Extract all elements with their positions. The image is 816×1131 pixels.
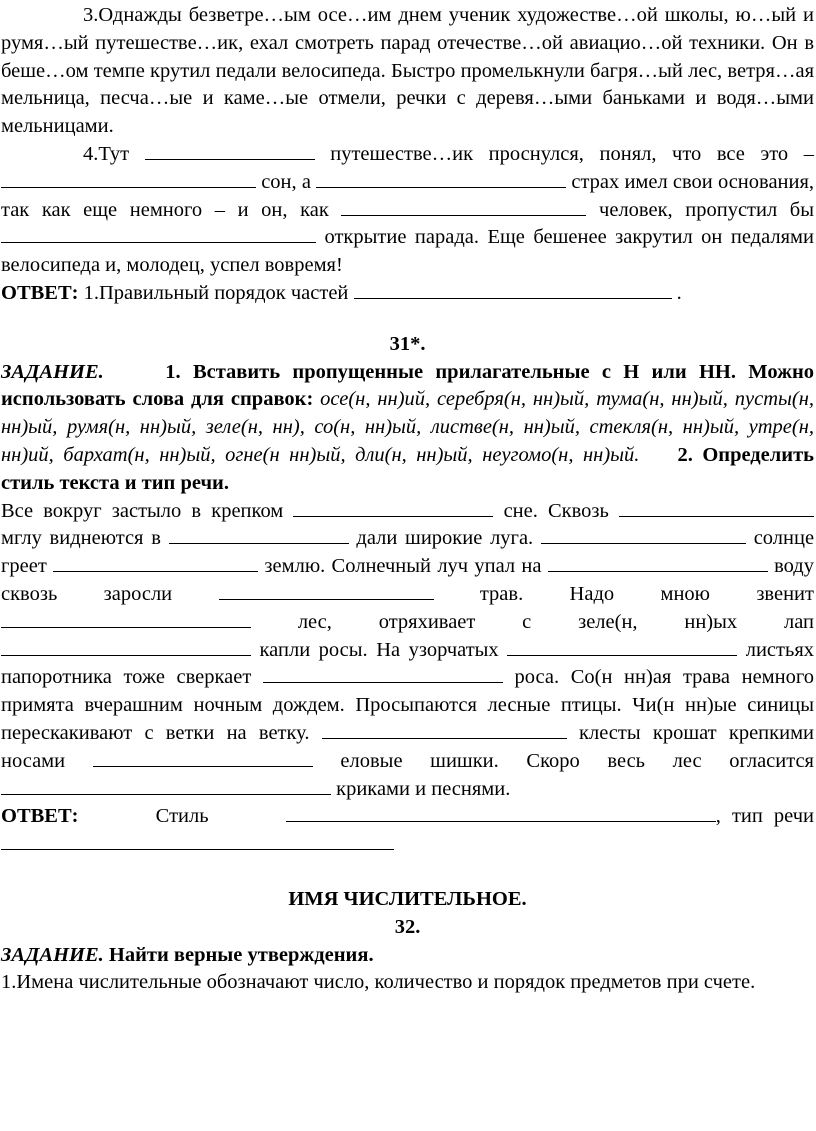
answer-blank[interactable] bbox=[341, 197, 586, 216]
task-32-instructions bbox=[1, 942, 814, 970]
answer-2-line bbox=[1, 803, 814, 859]
section-4-text-3: сон, а bbox=[261, 170, 311, 193]
text-31-part: дали широкие луга. bbox=[356, 527, 534, 550]
text-31-part: трав. Надо мною звенит bbox=[479, 582, 814, 605]
text-31-part: лес, отряхивает с зеле(н, нн)ых лап bbox=[297, 610, 815, 633]
text-31-part: роса. Со(н нн)ая трава немного примята вчерашним ночным дождем. Просыпаются лесные птицы. Чи(н нн)ые синицы перескакивают с ветки на ветку. bbox=[1, 666, 815, 744]
task-label: ЗАДАНИЕ. bbox=[1, 360, 104, 383]
answer-blank[interactable] bbox=[169, 525, 349, 544]
section-4-text-5: человек, пропустил бы bbox=[599, 198, 815, 221]
text-31-part: криками и песнями. bbox=[336, 777, 511, 800]
answer-1-end: . bbox=[676, 281, 682, 304]
answer-blank[interactable] bbox=[1, 224, 316, 243]
answer-blank[interactable] bbox=[1, 609, 251, 628]
answer-blank[interactable] bbox=[354, 280, 672, 299]
answer-blank[interactable] bbox=[619, 498, 814, 517]
task-31-instructions bbox=[1, 359, 814, 498]
answer-blank[interactable] bbox=[1, 776, 331, 795]
answer-2-style: Стиль bbox=[155, 805, 209, 828]
answer-blank[interactable] bbox=[1, 169, 256, 188]
answer-blank[interactable] bbox=[316, 169, 566, 188]
section-4-text-6: открытие парада. Еще бешенее закрутил он педалями велосипеда и, молодец, успел вовремя! bbox=[1, 226, 814, 277]
text-31-part: Все вокруг застыло в крепком bbox=[1, 499, 284, 522]
text-31-part: сне. Сквозь bbox=[503, 499, 609, 522]
answer-label: ОТВЕТ: bbox=[1, 281, 79, 304]
task-32-number: 32. bbox=[394, 915, 421, 938]
text-31-part: листьях папоротника тоже сверкает bbox=[1, 638, 815, 689]
task-31-text bbox=[1, 498, 814, 804]
answer-blank[interactable] bbox=[53, 553, 258, 572]
text-31-part: солнце греет bbox=[1, 527, 815, 578]
section-4-text-2: путешестве…ик проснулся, понял, что все это – bbox=[330, 142, 815, 165]
section-4-paragraph bbox=[1, 141, 814, 280]
answer-blank[interactable] bbox=[541, 525, 746, 544]
text-31-part: еловые шишки. Скоро весь лес огласится bbox=[340, 749, 814, 772]
text-31-part: мглу виднеются в bbox=[1, 527, 161, 550]
answer-blank[interactable] bbox=[1, 831, 394, 850]
answer-blank[interactable] bbox=[219, 581, 434, 600]
answer-blank[interactable] bbox=[322, 720, 567, 739]
task-31-number: 31*. bbox=[389, 332, 426, 355]
task-32-item-1: 1.Имена числительные обозначают число, количество и порядок предметов при счете. bbox=[1, 971, 756, 994]
answer-blank[interactable] bbox=[1, 637, 251, 656]
task-32-instruction: Найти верные утверждения. bbox=[108, 943, 374, 966]
answer-blank[interactable] bbox=[145, 141, 315, 160]
task-label: ЗАДАНИЕ. bbox=[1, 943, 104, 966]
text-31-part: землю. Солнечный луч упал на bbox=[264, 555, 542, 578]
answer-1-text: 1.Правильный порядок частей bbox=[83, 281, 349, 304]
answer-blank[interactable] bbox=[286, 803, 716, 822]
section-heading: ИМЯ ЧИСЛИТЕЛЬНОЕ. bbox=[288, 887, 527, 910]
text-31-part: воду сквозь заросли bbox=[1, 555, 814, 605]
answer-blank[interactable] bbox=[293, 498, 493, 517]
answer-blank[interactable] bbox=[263, 664, 503, 683]
task-31-reference-words: осе(н, нн)ий, серебря(н, нн)ый, тума(н, нн)ый, пусты(н, нн)ый, румя(н, нн)ый, зеле(н, нн), со(н, нн)ый, листве(н, нн)ый, стекля(н, нн)ый, утре(н, нн)ий, бархат(н, нн)ый, огне(н нн)ый, дли(н, нн)ый, неугомо(н, нн)ый. bbox=[1, 388, 814, 466]
section-4-text-4: страх имел свои основания, так как еще немного – и он, как bbox=[1, 170, 815, 221]
answer-blank[interactable] bbox=[93, 748, 313, 767]
answer-label: ОТВЕТ: bbox=[1, 805, 79, 828]
answer-blank[interactable] bbox=[507, 637, 737, 656]
task-31-instruction-1: 1. Вставить пропущенные прилагательные с Н или НН. Можно использовать слова для справок: bbox=[1, 360, 815, 411]
answer-2-type: , тип речи bbox=[715, 805, 814, 828]
answer-1-line bbox=[1, 280, 814, 308]
section-4-text-1: 4.Тут bbox=[83, 142, 130, 165]
text-31-part: клесты крошат крепкими носами bbox=[1, 721, 815, 772]
answer-blank[interactable] bbox=[548, 553, 768, 572]
task-31-instruction-2: 2. Определить стиль текста и тип речи. bbox=[1, 443, 814, 494]
section-3-paragraph: 3.Однажды безветре…ым осе…им днем ученик художестве…ой школы, ю…ый и румя…ый путешестве…ик, ехал смотреть парад отечестве…ой авиацио…ой техники. Он в беше…ом темпе крутил педали велосипеда. Быстро промелькнули багря…ый лес, ветря…ая мельница, песча…ые и каме…ые отмели, речки с деревя…ыми баньками и водя…ыми мельницами. bbox=[1, 4, 814, 138]
text-31-part: капли росы. На узорчатых bbox=[259, 638, 499, 661]
